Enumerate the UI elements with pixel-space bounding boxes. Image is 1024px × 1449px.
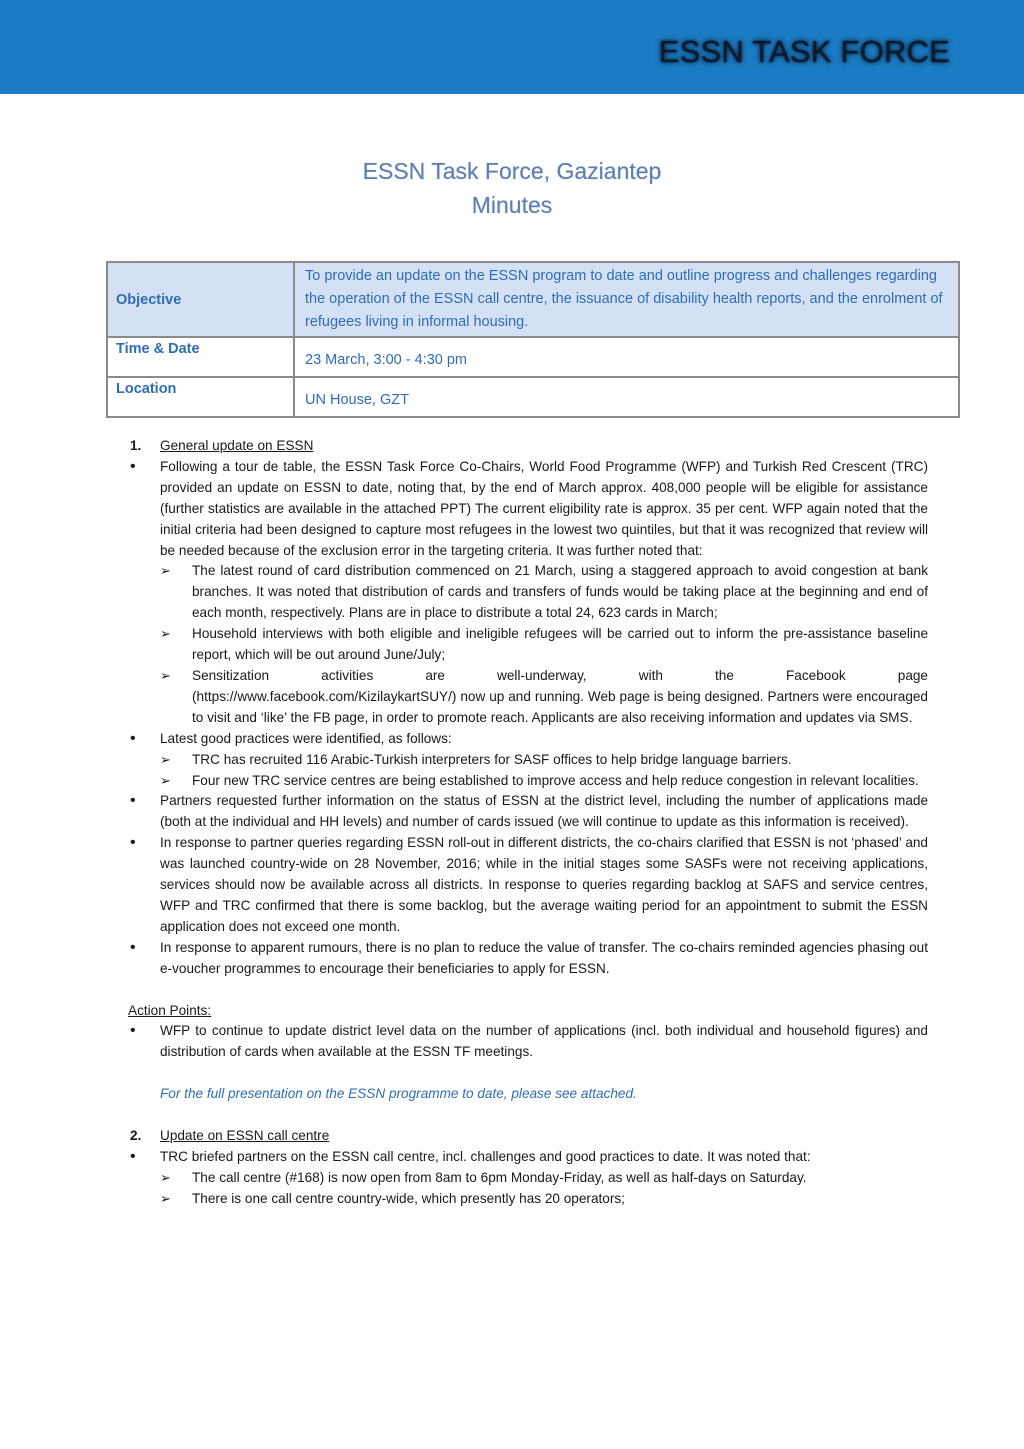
list-item bbox=[128, 833, 928, 938]
section-number: 2. bbox=[130, 1128, 142, 1144]
sub-list-item bbox=[128, 624, 928, 666]
spacer bbox=[128, 1105, 928, 1126]
sub-list-item-text: TRC has recruited 116 Arabic-Turkish interpreters for SASF offices to help bridge language barriers. bbox=[192, 751, 792, 767]
arrow-bullet-icon: ➢ bbox=[160, 563, 171, 579]
document-title: ESSN Task Force, Gaziantep bbox=[362, 158, 662, 184]
list-item-text: Partners requested further information on the status of ESSN at the district level, including the number of applications made (both at the individual and HH levels) and number of cards issued (we will continue to update as this information is received). bbox=[160, 793, 928, 830]
sub-list-item-text: Household interviews with both eligible and ineligible refugees will be carried out to inform the pre-assistance baseline report, which will be out around June/July; bbox=[192, 626, 928, 663]
sub-list-item-text: Four new TRC service centres are being established to improve access and help reduce congestion in relevant localities. bbox=[192, 772, 919, 788]
time-row bbox=[107, 337, 959, 377]
bullet-icon: • bbox=[130, 1148, 136, 1166]
sub-list-item bbox=[128, 1189, 928, 1210]
sub-list-item-text: The latest round of card distribution commenced on 21 March, using a staggered approach to avoid congestion at bank branches. It was noted that distribution of cards and transfers of funds would be taking place at the beginning and end of each month, respectively. Plans are in place to distribute a total 24, 623 cards in March; bbox=[192, 563, 928, 621]
time-value: 23 March, 3:00 - 4:30 pm bbox=[294, 337, 959, 377]
section-title: General update on ESSN bbox=[160, 438, 314, 453]
bullet-icon: • bbox=[130, 457, 136, 475]
list-item bbox=[128, 791, 928, 833]
minutes-body bbox=[128, 436, 928, 1210]
bullet-icon: • bbox=[130, 834, 136, 852]
list-item-text: TRC briefed partners on the ESSN call centre, incl. challenges and good practices to date. It was noted that: bbox=[160, 1149, 811, 1165]
time-label: Time & Date bbox=[107, 337, 294, 377]
spacer bbox=[128, 1063, 928, 1084]
meeting-info-table bbox=[106, 261, 960, 418]
location-row bbox=[107, 377, 959, 417]
objective-label: Objective bbox=[107, 262, 294, 337]
sub-list-item bbox=[128, 561, 928, 624]
arrow-bullet-icon: ➢ bbox=[160, 751, 171, 767]
list-item bbox=[128, 938, 928, 980]
header-banner bbox=[0, 0, 1024, 94]
location-value: UN House, GZT bbox=[294, 377, 959, 417]
bullet-icon: • bbox=[130, 938, 136, 956]
spacer bbox=[128, 980, 928, 1001]
list-item-text: Following a tour de table, the ESSN Task Force Co-Chairs, World Food Programme (WFP) and Turkish Red Crescent (TRC) provided an update on ESSN to date, noting that, by the end of March approx. 408,000 people will be eligible for assistance (further statistics are available in the attached PPT) The current eligibility rate is approx. 35 per cent. WFP again noted that the initial criteria had been designed to capture most refugees in the lowest two quintiles, but that it was recognized that review will be needed because of the exclusion error in the targeting criteria. It was further noted that: bbox=[160, 458, 928, 558]
sub-list-item bbox=[128, 750, 928, 771]
list-item-text: In response to apparent rumours, there is no plan to reduce the value of transfer. The co-chairs reminded agencies phasing out e-voucher programmes to encourage their beneficiaries to apply for ESSN. bbox=[160, 939, 928, 976]
presentation-note: For the full presentation on the ESSN programme to date, please see attached. bbox=[160, 1086, 637, 1102]
banner-title: ESSN TASK FORCE bbox=[658, 34, 950, 69]
section-title: Update on ESSN call centre bbox=[160, 1128, 330, 1144]
arrow-bullet-icon: ➢ bbox=[160, 772, 171, 788]
list-item bbox=[128, 1147, 928, 1168]
objective-row bbox=[107, 262, 959, 337]
objective-value: To provide an update on the ESSN program to date and outline progress and challenges regarding the operation of the ESSN call centre, the issuance of disability health reports, and the enrolment of refugees living in informal housing. bbox=[294, 262, 959, 337]
arrow-bullet-icon: ➢ bbox=[160, 1170, 171, 1185]
list-item-text: In response to partner queries regarding ESSN roll-out in different districts, the co-chairs clarified that ESSN is not ‘phased’ and was launched country-wide on 28 November, 2016; while in the initial stages some SASFs were not receiving applications, services should now be available across all districts. In response to queries regarding backlog at SAFS and service centres, WFP and TRC confirmed that there is some backlog, but the average waiting period for an appointment to submit the ESSN application does not exceed one month. bbox=[160, 835, 928, 934]
arrow-bullet-icon: ➢ bbox=[160, 626, 171, 642]
sub-list-item-text: Sensitization activities are well-underway, with the Facebook page bbox=[192, 667, 928, 683]
list-item-text: Latest good practices were identified, as follows: bbox=[160, 730, 452, 746]
sub-list-item-text: There is one call centre country-wide, which presently has 20 operators; bbox=[192, 1190, 625, 1206]
sub-list-item-text: The call centre (#168) is now open from 8am to 6pm Monday-Friday, as well as half-days on Saturday. bbox=[192, 1170, 807, 1185]
section-heading bbox=[128, 1126, 928, 1147]
arrow-bullet-icon: ➢ bbox=[160, 667, 171, 683]
section-number: 1. bbox=[130, 438, 142, 453]
bullet-icon: • bbox=[130, 1022, 136, 1040]
arrow-bullet-icon: ➢ bbox=[160, 1190, 171, 1206]
action-points-heading: Action Points: bbox=[128, 1002, 212, 1018]
sub-list-item bbox=[128, 771, 928, 792]
list-item-text: WFP to continue to update district level data on the number of applications (incl. both individual and household figures) and distribution of cards when available at the ESSN TF meetings. bbox=[160, 1023, 928, 1060]
sub-list-item-text: (https://www.facebook.com/KizilaykartSUY/) now up and running. Web page is being designed. Partners were encouraged to visit and ‘like’ the FB page, in order to promote reach. Applicants are also receiving information and updates via SMS. bbox=[192, 688, 928, 725]
list-item bbox=[128, 457, 928, 562]
document-subtitle: Minutes bbox=[471, 192, 553, 218]
sub-list-item bbox=[128, 1168, 928, 1189]
bullet-icon: • bbox=[130, 729, 136, 747]
sub-list-item bbox=[128, 666, 928, 729]
bullet-icon: • bbox=[130, 792, 136, 810]
list-item bbox=[128, 1021, 928, 1063]
location-label: Location bbox=[107, 377, 294, 417]
section-heading bbox=[128, 436, 928, 457]
list-item bbox=[128, 729, 928, 750]
